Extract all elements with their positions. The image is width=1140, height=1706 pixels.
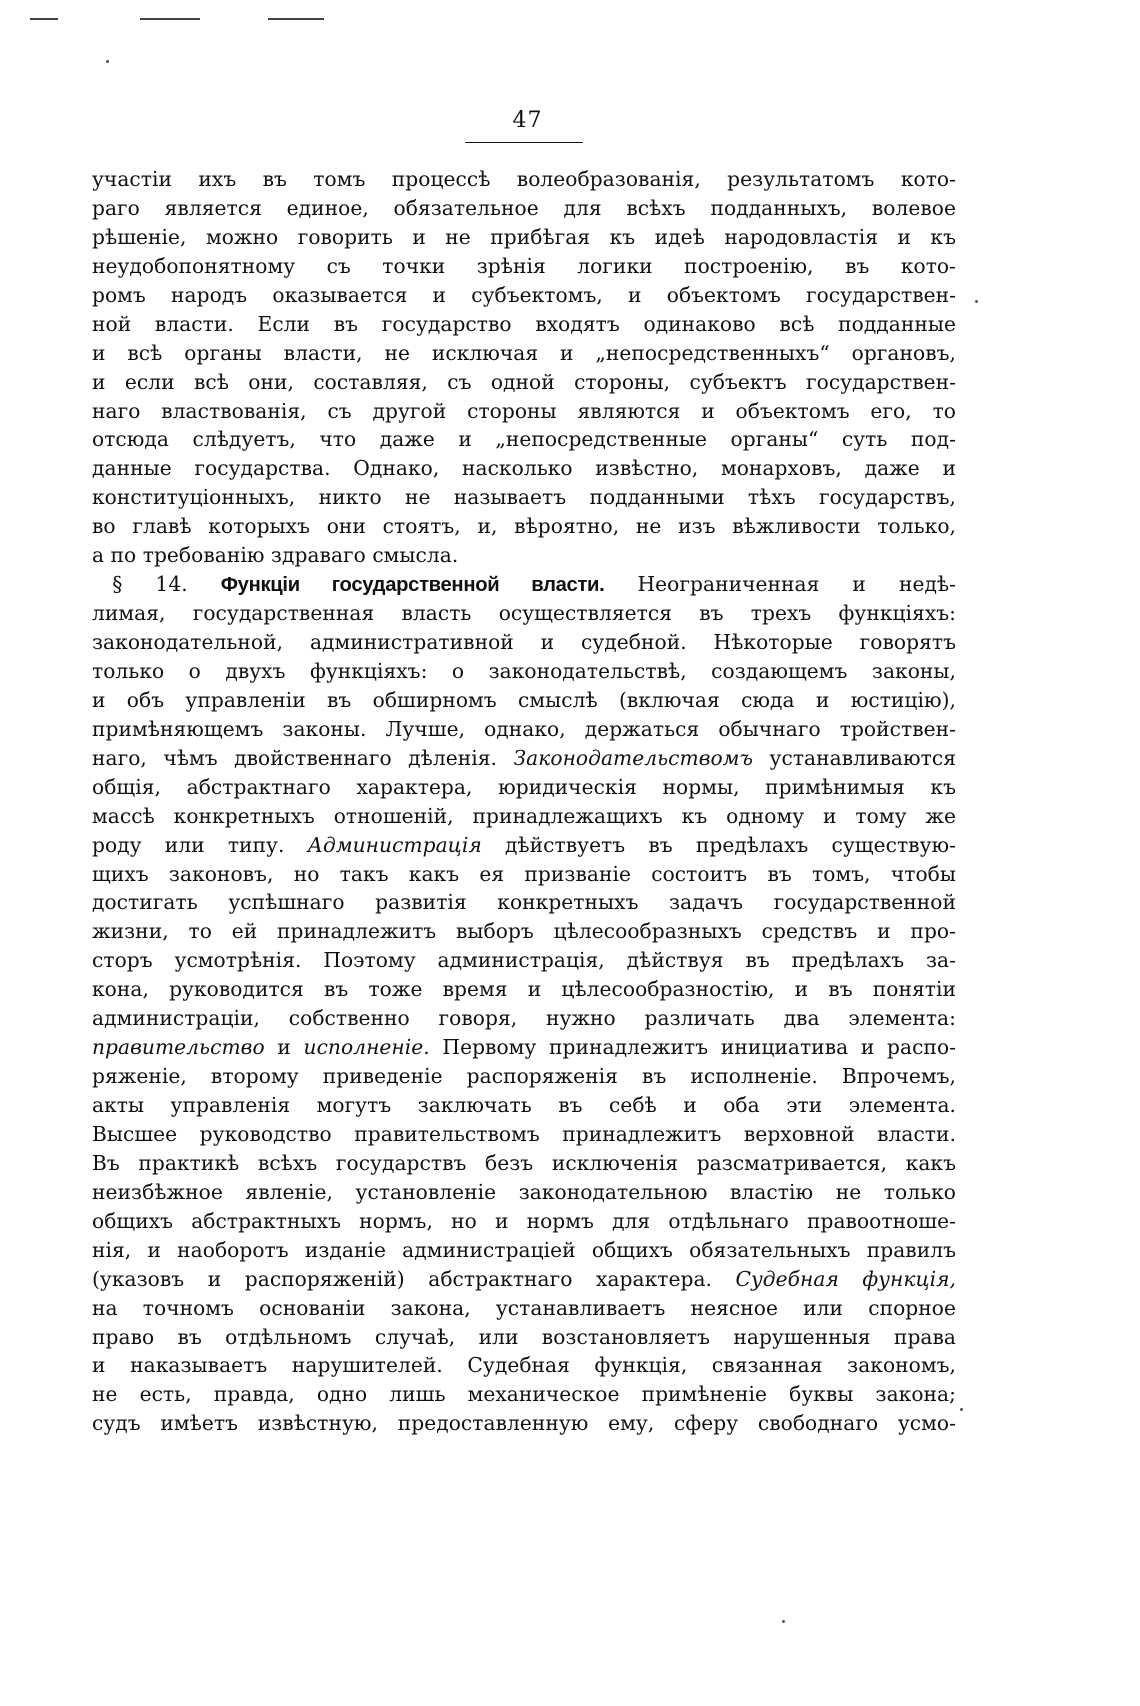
text-segment: Первому принадлежитъ инициатива и распо- [442,1035,956,1060]
text-line: примѣняющемъ законы. Лучше, однако, держаться обычнаго тройствен- [92,716,956,741]
text-line: только о двухъ функцiяхъ: о законодательствѣ, создающемъ законы, [92,658,956,683]
text-line: массѣ конкретныхъ отношенiй, принадлежащихъ къ одному и тому же [92,803,956,828]
text-line: рѣшенiе, можно говорить и не прибѣгая къ идеѣ народовластiя и къ [92,224,956,249]
text-line: не есть, правда, одно лишь механическое примѣненiе буквы закона; [92,1382,956,1407]
section-mark: § 14. [112,572,188,597]
section-heading: Функцiи государственной власти. [220,574,605,597]
scan-mark-top-center [140,18,200,20]
text-line: нiя, и наоборотъ изданiе администрацiей общихъ обязательныхъ правилъ [92,1237,956,1262]
text-line: лимая, государственная власть осуществляется въ трехъ функцiяхъ: [92,601,956,626]
text-line: общихъ абстрактныхъ нормъ, но и нормъ для отдѣльнаго правоотноше- [92,1208,956,1233]
body-text [92,165,956,1510]
page-number-rule [465,142,583,143]
text-line: ромъ народъ оказывается и субъектомъ, и объектомъ государствен- [92,282,956,307]
text-line: наго властвованiя, съ другой стороны являются и объектомъ его, то [92,398,956,423]
text-line-with-italic [92,744,956,773]
italic-term-administration: Администрацiя [307,832,482,857]
text-line: общiя, абстрактнаго характера, юридическiя нормы, примѣнимыя къ [92,774,956,799]
text-line: Въ практикѣ всѣхъ государствъ безъ исключенiя разсматривается, какъ [92,1150,956,1175]
text-line-with-italic [92,1265,956,1294]
text-line-with-italic [92,831,956,860]
text-line: право въ отдѣльномъ случаѣ, или возстановляетъ нарушенныя права [92,1324,956,1349]
scan-speck [106,60,109,63]
text-line: и всѣ органы власти, не исключая и „непосредственныхъ“ органовъ, [92,340,956,365]
text-line: неудобопонятному съ точки зрѣнiя логики построенiю, въ кото- [92,253,956,278]
text-line: администрацiи, собственно говоря, нужно различать два элемента: [92,1006,956,1031]
section-heading-line [92,570,956,599]
text-line: судъ имѣетъ извѣстную, предоставленную ему, сферу свободнаго усмо- [92,1411,956,1436]
text-line: участiи ихъ въ томъ процессѣ волеобразованiя, результатомъ кото- [92,167,956,191]
text-line: и объ управленiи въ обширномъ смыслѣ (включая сюда и юстицiю), [92,687,956,712]
scan-speck [782,1620,785,1623]
text-segment: (указовъ и распоряженiй) абстрактнаго характера. [92,1266,712,1291]
text-segment: и [277,1035,291,1060]
text-line: ряженiе, второму приведенiе распоряженiя въ исполненiе. Впрочемъ, [92,1064,956,1089]
text-line: акты управленiя могутъ заключать въ себѣ и оба эти элемента. [92,1093,956,1117]
page-number: 47 [512,108,543,133]
text-line-paragraph-end: а по требованiю здраваго смысла. [92,543,459,568]
text-segment: наго, чѣмъ двойственнаго дѣленiя. [92,745,498,770]
italic-term-execution: исполненiе. [303,1035,430,1060]
text-line-with-italic [92,1033,956,1062]
text-line: и наказываетъ нарушителей. Судебная функцiя, связанная закономъ, [92,1353,956,1378]
text-line: жизни, то ей принадлежитъ выборъ цѣлесообразныхъ средствъ и про- [92,919,956,944]
italic-term-government: правительство [92,1035,265,1060]
text-line: во главѣ которыхъ они стоятъ, и, вѣроятно, не изъ вѣжливости только, [92,514,956,539]
text-line: законодательной, административной и судебной. Нѣкоторые говорятъ [92,630,956,654]
text-segment: роду или типу. [92,832,285,857]
text-segment: устанавливаются [769,745,956,770]
section-text: Неограниченная и недѣ- [637,572,956,597]
scan-speck [960,1408,963,1411]
italic-term-legislation: Законодательствомъ [513,745,754,770]
text-line: кона, руководится въ тоже время и цѣлесообразностiю, и въ понятiи [92,977,956,1002]
text-line: Высшее руководство правительствомъ принадлежитъ верховной власти. [92,1121,956,1146]
scan-speck [975,300,978,303]
text-segment: дѣйствуетъ въ предѣлахъ существую- [504,832,956,857]
text-line: щихъ законовъ, но такъ какъ ея призванiе состоитъ въ томъ, чтобы [92,861,956,886]
text-line: ной власти. Если въ государство входятъ одинаково всѣ подданные [92,311,956,336]
text-line: данные государства. Однако, насколько извѣстно, монарховъ, даже и [92,456,956,481]
text-line: достигать успѣшнаго развитiя конкретныхъ задачъ государственной [92,890,956,915]
italic-term-judicial-function: Судебная функцiя, [735,1266,956,1291]
text-line: на точномъ основанiи закона, устанавливаетъ неясное или спорное [92,1295,956,1320]
scan-mark-top-left [30,18,58,20]
text-line: сторъ усмотрѣнiя. Поэтому администрацiя, дѣйствуя въ предѣлахъ за- [92,948,956,973]
text-line: отсюда слѣдуетъ, что даже и „непосредственные органы“ суть под- [92,427,956,452]
text-line: раго является единое, обязательное для всѣхъ подданныхъ, волевое [92,195,956,220]
text-line: неизбѣжное явленiе, установленiе законодательною властiю не только [92,1179,956,1204]
text-line: конституцiонныхъ, никто не называетъ подданными тѣхъ государствъ, [92,485,956,510]
scan-mark-top-right [268,18,324,20]
text-line: и если всѣ они, составляя, съ одной стороны, субъектъ государствен- [92,369,956,394]
